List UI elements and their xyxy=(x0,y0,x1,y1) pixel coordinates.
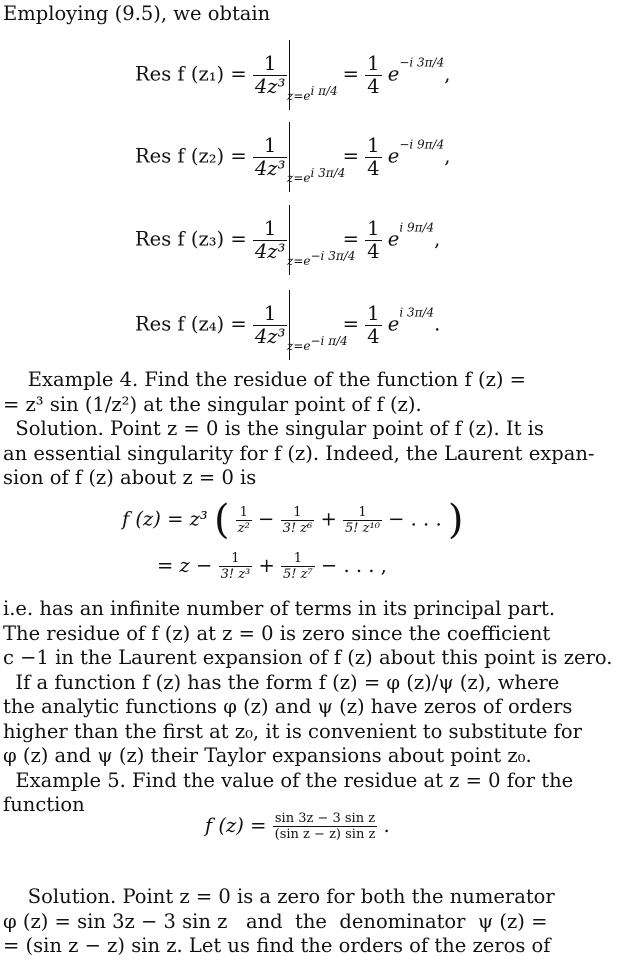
laurent-line-2 xyxy=(157,552,387,581)
residue-num: 1 xyxy=(253,304,288,326)
residue-fraction xyxy=(253,136,288,178)
left-paren: ( xyxy=(213,497,230,543)
residue-den: 4z³ xyxy=(254,324,286,348)
residue-fraction xyxy=(253,54,288,96)
residue-formula: Res f (z₁) = $\frac{1}{\text{4z³}}$ = $\frac{1}{4}$ $e^{-i 3\pi/4}$, xyxy=(135,40,450,110)
residue-lhs: Res f (z₃) = xyxy=(135,227,247,251)
eval-point: $z=e^{-i 3\pi/4}$ xyxy=(287,249,356,268)
rhs-exponent: i 3π/4 xyxy=(399,305,435,320)
eval-point: $z=e^{-i \pi/4}$ xyxy=(287,334,348,353)
residue-fraction xyxy=(253,219,288,261)
rhs-exponent: i 9π/4 xyxy=(399,220,435,235)
text-line-3: = (sin z − z) sin z. Let us find the orders of the zeros of xyxy=(3,934,551,957)
laurent2-op-2: − . . . , xyxy=(320,554,387,577)
laurent-op-2: + xyxy=(320,507,337,531)
laurent-line-1 xyxy=(122,497,464,543)
example5-end: . xyxy=(383,814,390,837)
residue-lhs: Res f (z₁) = xyxy=(135,62,247,86)
text-line-2: The residue of f (z) at z = 0 is zero since the coefficient xyxy=(3,621,551,645)
text-line-3: c −1 in the Laurent expansion of f (z) about this point is zero. xyxy=(3,646,613,669)
laurent-op-1: − xyxy=(258,507,275,531)
text-line-1: Example 4. Find the residue of the function f (z) = xyxy=(3,368,526,391)
residue-end: . xyxy=(434,312,441,336)
text-line-9: function xyxy=(3,793,85,816)
residue-end: , xyxy=(444,62,451,86)
residue-formula: Res f (z₄) = $\frac{1}{\text{4z³}}$ = $\frac{1}{4}$ $e^{i 3\pi/4}$. xyxy=(135,290,440,360)
example5-fraction xyxy=(273,812,378,841)
example5-formula xyxy=(205,812,390,841)
residue-den: 4z³ xyxy=(254,239,286,263)
laurent2-op-1: + xyxy=(258,554,275,577)
text-line-5: sion of f (z) about z = 0 is xyxy=(3,466,257,489)
text-line-5: the analytic functions φ (z) and ψ (z) have zeros of orders xyxy=(3,695,573,718)
residue-lhs: Res f (z₄) = xyxy=(135,312,247,336)
rhs-coef-den: 4 xyxy=(367,74,380,98)
example5-denominator: (sin z − z) sin z xyxy=(274,827,376,842)
residue-end: , xyxy=(434,227,441,251)
rhs-exponent: −i 9π/4 xyxy=(399,137,445,152)
rhs-coef-den: 4 xyxy=(367,156,380,180)
residue-end: , xyxy=(444,144,451,168)
laurent-line2-lhs: = z − xyxy=(157,554,213,577)
example5-lhs: f (z) = xyxy=(205,814,267,837)
residue-lhs: Res f (z₂) = xyxy=(135,144,247,168)
rhs-coef xyxy=(365,136,381,178)
residue-formula: Res f (z₃) = $\frac{1}{\text{4z³}}$ = $\frac{1}{4}$ $e^{i 9\pi/4}$, xyxy=(135,205,440,275)
laurent2-term-2: $\frac{1}{\text{5! z⁷}}$ xyxy=(283,551,313,582)
rhs-coef xyxy=(365,219,381,261)
residue-den: 4z³ xyxy=(254,74,286,98)
rhs-coef-num: 1 xyxy=(367,52,380,75)
residue-den: 4z³ xyxy=(254,156,286,180)
laurent-term-2: $\frac{1}{\text{3! z⁶}}$ xyxy=(282,504,313,536)
text-line-8: Example 5. Find the value of the residue at z = 0 for the xyxy=(3,768,574,792)
text-line-4: an essential singularity for f (z). Indeed, the Laurent expan- xyxy=(3,441,595,465)
laurent-term-1: $\frac{1}{\text{z²}}$ xyxy=(237,504,250,536)
eval-point: $z=e^{i \pi/4}$ xyxy=(287,84,338,103)
rhs-coef-num: 1 xyxy=(367,302,380,325)
eval-point: $z=e^{i 3\pi/4}$ xyxy=(287,166,346,185)
laurent-op-3: − . . . xyxy=(388,507,442,531)
text-line-3: Solution. Point z = 0 is the singular point of f (z). It is xyxy=(3,417,544,440)
residue-num: 1 xyxy=(253,136,288,158)
residue-num: 1 xyxy=(253,54,288,76)
laurent-term-3: $\frac{1}{\text{5! z¹⁰}}$ xyxy=(345,504,380,536)
rhs-coef-den: 4 xyxy=(367,324,380,348)
rhs-coef-num: 1 xyxy=(367,217,380,240)
text-line-2: φ (z) = sin 3z − 3 sin z and the denominator ψ (z) = xyxy=(3,909,548,933)
text-line-1: Solution. Point z = 0 is a zero for both the numerator xyxy=(3,885,555,908)
rhs-coef xyxy=(365,304,381,346)
text-line-1: i.e. has an infinite number of terms in its principal part. xyxy=(3,597,556,620)
residue-formula: Res f (z₂) = $\frac{1}{\text{4z³}}$ = $\frac{1}{4}$ $e^{-i 9\pi/4}$, xyxy=(135,122,450,192)
rhs-coef-den: 4 xyxy=(367,239,380,263)
example5-numerator: sin 3z − 3 sin z xyxy=(273,812,378,827)
text-line-6: higher than the first at z₀, it is convenient to substitute for xyxy=(3,719,582,743)
intro-line: Employing (9.5), we obtain xyxy=(3,2,271,25)
text-line-4: If a function f (z) has the form f (z) = φ (z)/ψ (z), where xyxy=(3,670,560,694)
right-paren: ) xyxy=(447,497,464,543)
residue-fraction xyxy=(253,304,288,346)
text-line-2: = z³ sin (1/z²) at the singular point of f (z). xyxy=(3,392,422,416)
laurent-line1-lhs: f (z) = z³ xyxy=(122,507,208,531)
rhs-coef xyxy=(365,54,381,96)
text-line-7: φ (z) and ψ (z) their Taylor expansions about point z₀. xyxy=(3,744,532,767)
rhs-exponent: −i 3π/4 xyxy=(399,55,445,70)
rhs-coef-num: 1 xyxy=(367,134,380,157)
residue-num: 1 xyxy=(253,219,288,241)
laurent2-term-1: $\frac{1}{\text{3! z³}}$ xyxy=(220,551,251,582)
